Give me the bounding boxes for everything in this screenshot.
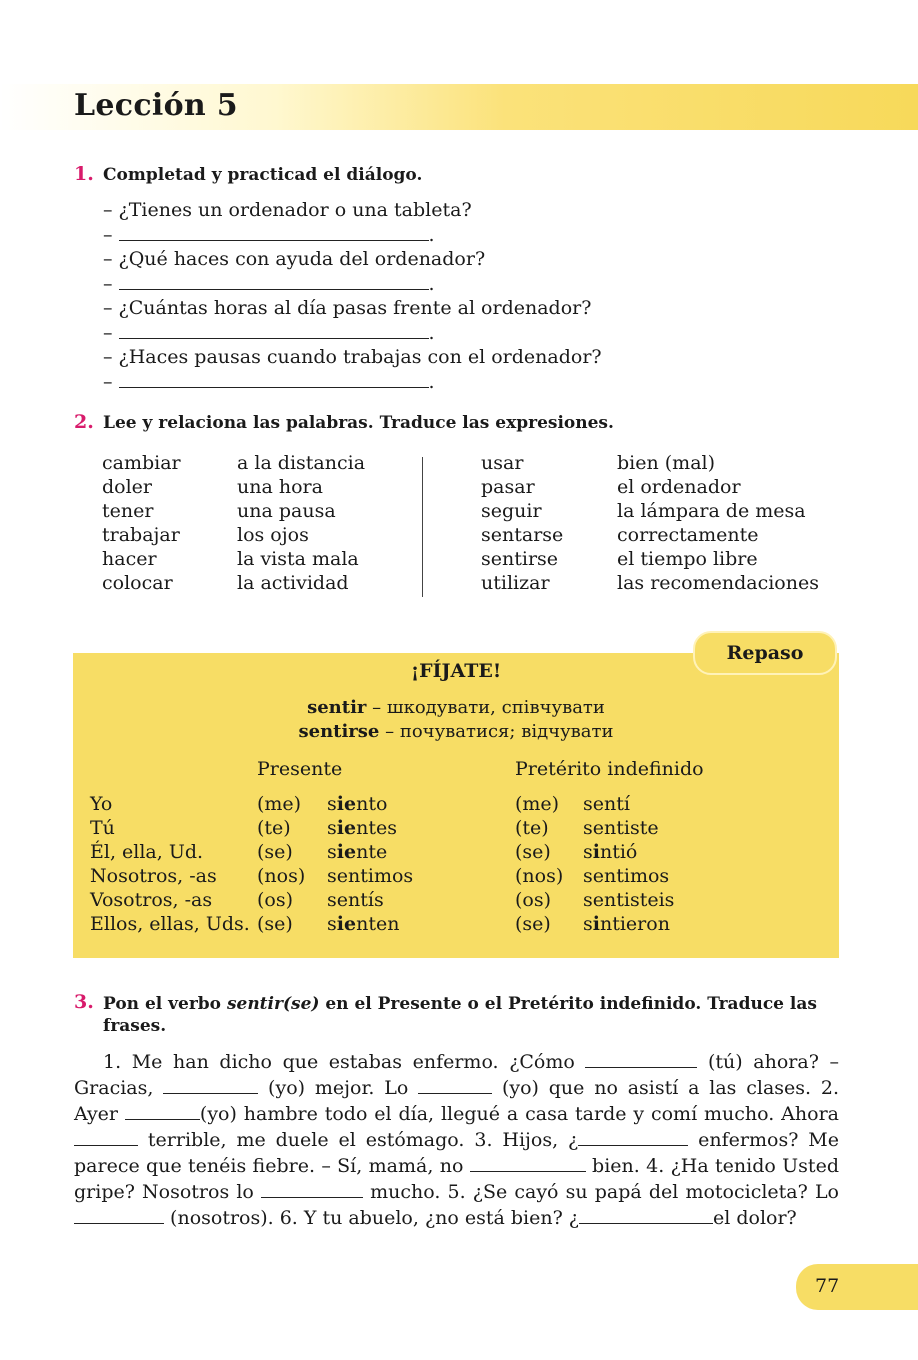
dialogue-line (103, 296, 703, 320)
preterite-form: sintió (583, 841, 638, 863)
word-item: bien (mal) (617, 452, 716, 474)
word-item: la vista mala (237, 548, 359, 570)
preterite-reflexive: (te) (515, 817, 549, 839)
word-match-table (0, 451, 918, 601)
period: . (428, 224, 435, 246)
present-form: sentimos (327, 865, 414, 887)
present-form: sienten (327, 913, 400, 935)
dialogue-text: – ¿Qué haces con ayuda del ordenador? (103, 248, 486, 270)
present-reflexive: (se) (257, 841, 293, 863)
present-reflexive: (nos) (257, 865, 306, 887)
answer-blank[interactable] (125, 1102, 200, 1120)
conjugation-row (0, 912, 918, 936)
word-item: trabajar (102, 524, 180, 546)
conjugation-row (0, 816, 918, 840)
exercise-1-instruction: Completad y practicad el diálogo. (103, 165, 423, 185)
word-item: utilizar (481, 572, 550, 594)
answer-blank[interactable] (418, 1076, 492, 1094)
answer-blank[interactable] (585, 1050, 697, 1068)
dialogue-text: – (103, 224, 119, 246)
conjugation-table (0, 792, 918, 936)
repaso-tab: Repaso (693, 631, 837, 675)
word-item: sentirse (481, 548, 559, 570)
definition-sentirse: sentirse – почуватися; відчувати (298, 721, 614, 742)
word-item: a la distancia (237, 452, 366, 474)
verb-definitions (73, 696, 839, 744)
pronoun: Ellos, ellas, Uds. (90, 913, 250, 935)
answer-blank[interactable] (470, 1154, 586, 1172)
dialogue-line (103, 222, 703, 247)
dialogue-text: – (103, 273, 119, 295)
preterite-form: sintieron (583, 913, 670, 935)
conjugation-row (0, 888, 918, 912)
word-item: cambiar (102, 452, 181, 474)
word-column-1 (102, 451, 181, 595)
word-item: las recomendaciones (617, 572, 819, 594)
preterite-reflexive: (os) (515, 889, 552, 911)
exercise-1-number: 1. (74, 163, 94, 185)
present-reflexive: (os) (257, 889, 294, 911)
dialogue-line (103, 369, 703, 394)
preterite-label: Pretérito indefinido (515, 758, 704, 780)
preterite-reflexive: (nos) (515, 865, 564, 887)
word-item: la actividad (237, 572, 349, 594)
dialogue-text: – ¿Haces pausas cuando trabajas con el ordenador? (103, 346, 602, 368)
dialogue-line (103, 198, 703, 222)
present-reflexive: (se) (257, 913, 293, 935)
exercise-3-text: 1. Me han dicho que estabas enfermo. ¿Cómo (tú) ahora? – Gracias, (yo) mejor. Lo (yo) que no asistí a las clases. 2. Ayer (yo) hambre todo el día, llegué a casa tarde y comí mucho. Ahora terrible, me duele el estómago. 3. Hijos, ¿ enfermos? Me parece que tenéis fiebre. – Sí, mamá, no bien. 4. ¿Ha tenido Usted gripe? Nosotros lo mucho. 5. ¿Se cayó su papá del motocicleta? Lo (nosotros). 6. Y tu abuelo, ¿no está bien? ¿ el dolor? (74, 1051, 839, 1229)
word-column-4 (617, 451, 819, 595)
answer-blank[interactable] (119, 320, 429, 339)
pronoun: Yo (90, 793, 113, 815)
word-item: los ojos (237, 524, 309, 546)
column-divider (422, 457, 423, 597)
answer-blank[interactable] (74, 1206, 164, 1224)
word-item: hacer (102, 548, 157, 570)
word-item: seguir (481, 500, 542, 522)
answer-blank[interactable] (119, 222, 429, 241)
word-column-2 (237, 451, 365, 595)
period: . (428, 371, 435, 393)
conjugation-row (0, 840, 918, 864)
present-form: sientes (327, 817, 397, 839)
dialogue-text: – (103, 322, 119, 344)
preterite-form: sentimos (583, 865, 670, 887)
word-item: colocar (102, 572, 173, 594)
word-item: la lámpara de mesa (617, 500, 806, 522)
present-form: sentís (327, 889, 384, 911)
answer-blank[interactable] (119, 271, 429, 290)
dialogue-line (103, 320, 703, 345)
conjugation-row (0, 864, 918, 888)
word-item: pasar (481, 476, 535, 498)
word-column-3 (481, 451, 563, 595)
word-item: una hora (237, 476, 323, 498)
preterite-reflexive: (se) (515, 841, 551, 863)
present-form: siente (327, 841, 388, 863)
definition-sentir: sentir – шкодувати, співчувати (307, 697, 605, 718)
word-item: sentarse (481, 524, 564, 546)
pronoun: Tú (90, 817, 115, 839)
pronoun: Vosotros, -as (90, 889, 213, 911)
exercise-2-instruction: Lee y relaciona las palabras. Traduce las expresiones. (103, 413, 614, 433)
answer-blank[interactable] (163, 1076, 258, 1094)
preterite-form: sentisteis (583, 889, 675, 911)
preterite-form: sentí (583, 793, 630, 815)
dialogue-line (103, 271, 703, 296)
answer-blank[interactable] (119, 369, 429, 388)
answer-blank[interactable] (578, 1128, 688, 1146)
exercise-3-instruction: Pon el verbo sentir(se) en el Presente o el Pretérito indefinido. Traduce las frases. (103, 994, 817, 1036)
present-reflexive: (te) (257, 817, 291, 839)
word-item: doler (102, 476, 153, 498)
word-item: el ordenador (617, 476, 741, 498)
dialogue-text: – ¿Cuántas horas al día pasas frente al ordenador? (103, 297, 592, 319)
dialogue-text: – ¿Tienes un ordenador o una tableta? (103, 199, 472, 221)
word-item: correctamente (617, 524, 759, 546)
exercise-2-number: 2. (74, 411, 94, 433)
word-item: el tiempo libre (617, 548, 758, 570)
period: . (428, 273, 435, 295)
answer-blank[interactable] (74, 1128, 138, 1146)
answer-blank[interactable] (579, 1206, 713, 1224)
preterite-reflexive: (se) (515, 913, 551, 935)
dialogue-line (103, 247, 703, 271)
word-item: una pausa (237, 500, 336, 522)
present-reflexive: (me) (257, 793, 302, 815)
page-number: 77 (815, 1275, 840, 1297)
present-form: siento (327, 793, 388, 815)
present-label: Presente (257, 758, 343, 780)
exercise-3-number: 3. (74, 991, 94, 1013)
pronoun: Él, ella, Ud. (90, 841, 204, 863)
pronoun: Nosotros, -as (90, 865, 217, 887)
dialogue-text: – (103, 371, 119, 393)
word-item: usar (481, 452, 524, 474)
fijate-title: ¡FÍJATE! (410, 660, 502, 682)
preterite-form: sentiste (583, 817, 659, 839)
lesson-title: Lección 5 (74, 88, 238, 123)
preterite-reflexive: (me) (515, 793, 560, 815)
answer-blank[interactable] (261, 1180, 363, 1198)
dialogue-lines (103, 198, 703, 394)
word-item: tener (102, 500, 154, 522)
conjugation-row (0, 792, 918, 816)
period: . (428, 322, 435, 344)
dialogue-line (103, 345, 703, 369)
